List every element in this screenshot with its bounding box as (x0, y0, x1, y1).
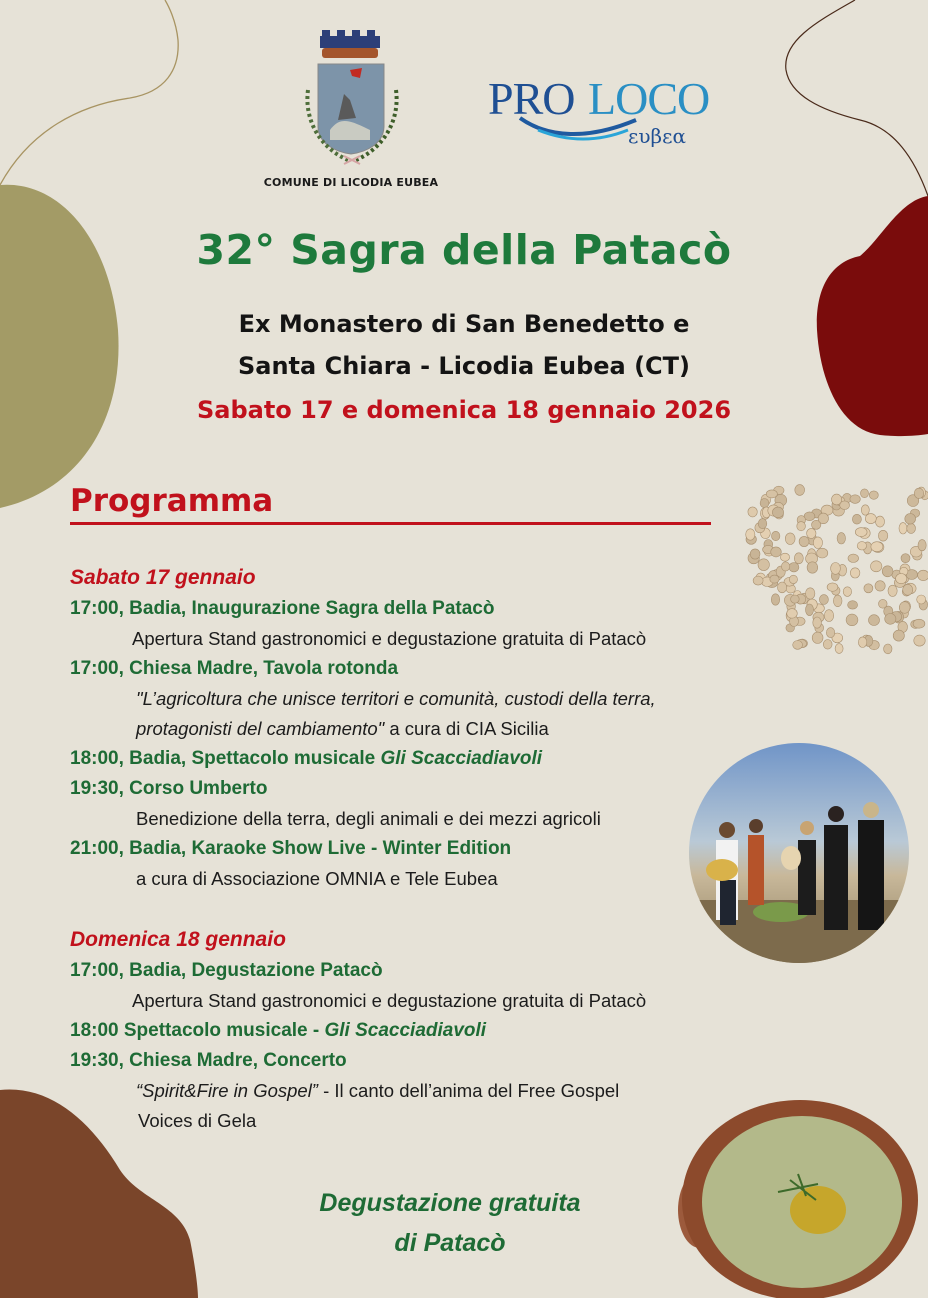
bean (914, 635, 925, 646)
bean (807, 528, 816, 538)
proloco-subtitle: ευβεα (628, 124, 686, 148)
desc-rest: a cura di CIA Sicilia (384, 718, 549, 739)
bean (807, 562, 818, 573)
footer-line-2: di Patacò (394, 1229, 506, 1257)
program-underline (70, 522, 711, 525)
bean (876, 516, 885, 527)
event-title: 32° Sagra della Patacò (196, 226, 732, 274)
soup-bowl-image (670, 1080, 928, 1298)
title-italic: Gli Scacciadiavoli (324, 1020, 487, 1041)
bean (770, 575, 779, 583)
proloco-logo (488, 72, 710, 152)
quote-text: "L’agricoltura che unisce territori e comunità, custodi della terra, (136, 688, 656, 709)
bean (797, 522, 806, 531)
bean (806, 588, 815, 599)
bean (766, 490, 777, 498)
event-item-title: 17:00, Badia, Degustazione Patacò (70, 960, 383, 981)
event-item-title (70, 1016, 790, 1046)
bean (832, 494, 842, 505)
bean (753, 576, 763, 585)
event-item-title (70, 744, 790, 774)
event-item-desc (70, 714, 790, 744)
title-text: 18:00 Spettacolo musicale - (70, 1020, 325, 1041)
bean (806, 604, 814, 616)
bean (812, 632, 823, 643)
footer-line-1: Degustazione gratuita (319, 1189, 581, 1217)
event-item-title: 19:30, Chiesa Madre, Concerto (70, 1050, 347, 1071)
bean (789, 575, 797, 583)
bean (818, 513, 828, 524)
bean (907, 523, 916, 533)
event-item-desc (70, 684, 790, 714)
event-item-title: 17:00, Chiesa Madre, Tavola rotonda (70, 658, 399, 679)
bean (785, 533, 795, 545)
bean (861, 505, 869, 515)
bean (791, 595, 800, 603)
proloco-word-pro: PRO (488, 73, 575, 124)
bean (871, 542, 883, 552)
event-item-desc: Voices di Gela (138, 1110, 257, 1131)
quote-text: “Spirit&Fire in Gospel” (136, 1080, 318, 1101)
day-heading: Sabato 17 gennaio (70, 566, 256, 589)
bean (875, 581, 885, 591)
bean (918, 570, 928, 580)
bean (855, 528, 867, 537)
bean (748, 507, 757, 517)
venue-line-1: Ex Monastero di San Benedetto e (238, 310, 690, 338)
bean (913, 619, 925, 628)
bean (871, 561, 882, 572)
event-item-desc: Apertura Stand gastronomici e degustazione gratuita di Patacò (132, 990, 647, 1011)
bean (896, 574, 907, 584)
bean (771, 547, 782, 557)
bean (850, 495, 860, 504)
bean (888, 585, 897, 596)
bean (882, 566, 893, 577)
bean (885, 614, 896, 625)
beans-image (730, 480, 928, 660)
bean (826, 628, 834, 638)
program-heading: Programma (70, 483, 274, 519)
bean (813, 617, 822, 628)
event-dates: Sabato 17 e domenica 18 gennaio 2026 (196, 396, 732, 424)
bean (772, 531, 780, 540)
day-heading: Domenica 18 gennaio (70, 928, 286, 951)
bean (760, 499, 769, 508)
bean (793, 641, 803, 650)
comune-crest-icon (300, 30, 410, 170)
bean (850, 568, 860, 578)
bean (901, 554, 910, 563)
bean (884, 644, 892, 654)
event-item-desc: Apertura Stand gastronomici e degustazione gratuita di Patacò (132, 628, 647, 649)
bean (861, 489, 869, 498)
bean (781, 562, 789, 571)
bean (771, 594, 779, 605)
quote-text: protagonisti del cambiamento" (136, 718, 385, 739)
bean (789, 563, 799, 572)
venue-line-2: Santa Chiara - Licodia Eubea (CT) (237, 352, 690, 380)
bean (794, 553, 803, 564)
bean (827, 583, 838, 591)
event-item-title: 17:00, Badia, Inaugurazione Sagra della Patacò (70, 598, 495, 619)
event-item-title: 21:00, Badia, Karaoke Show Live - Winter Edition (70, 838, 512, 859)
bean (848, 601, 858, 609)
bean (857, 542, 866, 550)
bean (750, 549, 760, 559)
bean (914, 488, 924, 498)
bean (852, 514, 861, 524)
title-text: 18:00, Badia, Spettacolo musicale (70, 748, 381, 769)
bean (899, 523, 907, 534)
bean (917, 595, 926, 604)
bean (813, 537, 822, 549)
bean (746, 529, 755, 540)
bean (918, 540, 926, 551)
bean (778, 582, 787, 593)
bean (758, 519, 767, 529)
bean (833, 595, 842, 607)
bean (823, 640, 832, 650)
bean (837, 533, 845, 544)
bean (780, 553, 789, 561)
event-item-title: 19:30, Corso Umberto (70, 778, 268, 799)
bean (799, 536, 809, 546)
bean (835, 644, 843, 654)
bean (787, 609, 798, 619)
proloco-wave-icon (518, 114, 638, 144)
program-list (70, 562, 790, 1136)
bean (831, 563, 841, 575)
bean (758, 559, 769, 571)
bean (878, 530, 887, 541)
decorative-curve-right (786, 0, 928, 196)
bean (795, 485, 805, 496)
bean (819, 595, 828, 605)
bean (864, 584, 873, 593)
bean (848, 554, 859, 562)
band-photo (686, 740, 912, 966)
bean (858, 637, 866, 648)
bean (824, 610, 833, 622)
event-item-desc: Benedizione della terra, degli animali e dei mezzi agricoli (136, 808, 601, 829)
bean (817, 548, 828, 558)
bean (772, 507, 783, 518)
decorative-curve-left (0, 0, 178, 185)
bean (843, 587, 851, 597)
bean (893, 630, 904, 641)
bean (869, 491, 878, 499)
bean (846, 614, 858, 626)
bean (899, 602, 910, 614)
title-italic: Gli Scacciadiavoli (380, 748, 543, 769)
proloco-word-loco: LOCO (588, 73, 710, 124)
event-item-desc: a cura di Associazione OMNIA e Tele Eubea (136, 868, 498, 889)
desc-rest: - Il canto dell’anima del Free Gospel (317, 1080, 620, 1101)
bean (905, 514, 916, 525)
bean (869, 615, 880, 626)
comune-label: COMUNE DI LICODIA EUBEA (263, 176, 439, 189)
